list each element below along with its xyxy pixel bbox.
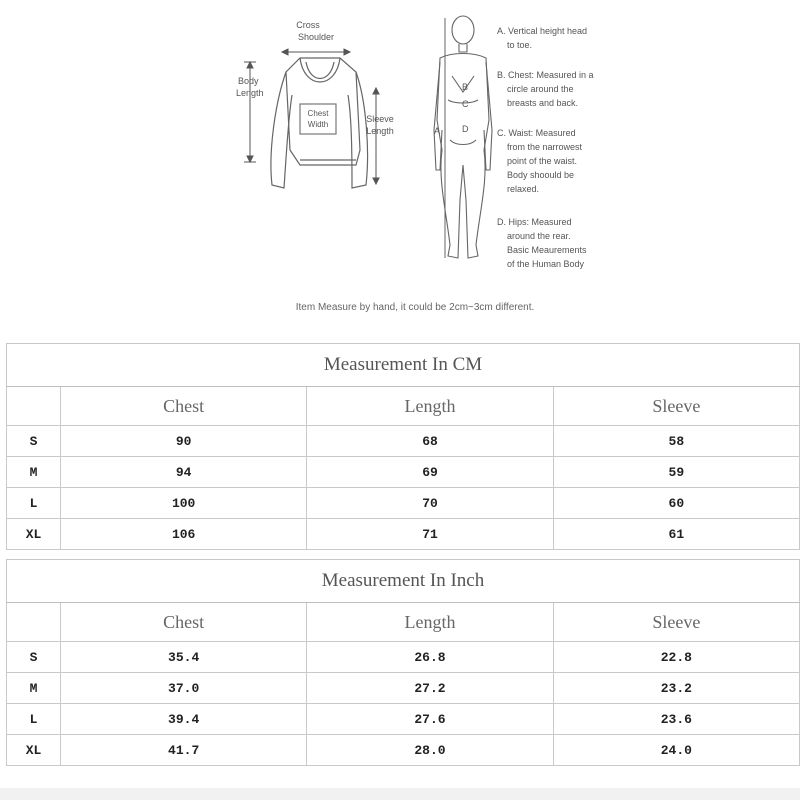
length-value: 27.6	[307, 704, 553, 735]
column-header: Sleeve	[553, 603, 799, 642]
table-title: Measurement In Inch	[7, 560, 800, 603]
table-row	[7, 519, 800, 550]
label-chest: Chest	[307, 109, 329, 118]
chest-value: 94	[61, 457, 307, 488]
legend-d-line1: D. Hips: Measured	[497, 217, 572, 227]
legend-d-line2: around the rear.	[507, 231, 571, 241]
table-row	[7, 488, 800, 519]
length-value: 68	[307, 426, 553, 457]
size-label: XL	[7, 519, 61, 550]
table-title: Measurement In CM	[7, 344, 800, 387]
chest-value: 39.4	[61, 704, 307, 735]
legend-c-line1: C. Waist: Measured	[497, 128, 576, 138]
label-width: Width	[307, 120, 329, 129]
bottom-divider	[0, 788, 800, 800]
size-table-cm	[6, 343, 800, 550]
table-row	[7, 735, 800, 766]
size-label: L	[7, 704, 61, 735]
table-row	[7, 642, 800, 673]
label-sleeve: Sleeve	[366, 114, 394, 124]
label-shoulder: Shoulder	[297, 32, 335, 42]
marker-d: D	[462, 124, 469, 134]
label-sleeve-length: Length	[366, 126, 394, 136]
length-value: 27.2	[307, 673, 553, 704]
body-legend	[497, 26, 594, 269]
marker-b: B	[462, 82, 469, 92]
sleeve-value: 58	[553, 426, 799, 457]
table-row	[7, 673, 800, 704]
column-header: Chest	[61, 387, 307, 426]
marker-a: A	[434, 126, 441, 136]
legend-c-line2: from the narrowest	[507, 142, 583, 152]
length-value: 26.8	[307, 642, 553, 673]
length-value: 71	[307, 519, 553, 550]
length-value: 28.0	[307, 735, 553, 766]
legend-c-line3: point of the waist.	[507, 156, 578, 166]
sleeve-value: 23.2	[553, 673, 799, 704]
corner-cell	[7, 603, 61, 642]
legend-c-line4: Body shoould be	[507, 170, 575, 180]
length-value: 70	[307, 488, 553, 519]
chest-value: 41.7	[61, 735, 307, 766]
sleeve-value: 61	[553, 519, 799, 550]
column-header: Length	[307, 387, 553, 426]
corner-cell	[7, 387, 61, 426]
legend-a-line2: to toe.	[507, 40, 533, 50]
sleeve-value: 59	[553, 457, 799, 488]
chest-value: 37.0	[61, 673, 307, 704]
size-label: S	[7, 426, 61, 457]
size-label: XL	[7, 735, 61, 766]
column-header: Chest	[61, 603, 307, 642]
label-body: Body	[238, 76, 259, 86]
column-header: Length	[307, 603, 553, 642]
length-value: 69	[307, 457, 553, 488]
measurement-diagram	[0, 0, 800, 330]
chest-value: 106	[61, 519, 307, 550]
column-header: Sleeve	[553, 387, 799, 426]
label-cross: Cross	[296, 20, 320, 30]
legend-b-line2: circle around the	[507, 84, 574, 94]
size-label: S	[7, 642, 61, 673]
table-row	[7, 457, 800, 488]
table-row	[7, 426, 800, 457]
size-label: L	[7, 488, 61, 519]
sleeve-value: 24.0	[553, 735, 799, 766]
legend-c-line5: relaxed.	[507, 184, 540, 194]
sleeve-value: 23.6	[553, 704, 799, 735]
legend-a-line1: A. Vertical height head	[497, 26, 588, 36]
size-label: M	[7, 457, 61, 488]
sleeve-value: 60	[553, 488, 799, 519]
marker-c: C	[462, 99, 469, 109]
legend-b-line3: breasts and back.	[507, 98, 579, 108]
size-table-inch	[6, 559, 800, 766]
legend-b-line1: B. Chest: Measured in a	[497, 70, 594, 80]
label-body-length: Length	[236, 88, 264, 98]
body-figure	[434, 16, 492, 258]
size-label: M	[7, 673, 61, 704]
legend-d-line3: Basic Meaurements	[507, 245, 587, 255]
table-row	[7, 704, 800, 735]
chest-value: 100	[61, 488, 307, 519]
measure-note: Item Measure by hand, it could be 2cm~3cm different.	[295, 302, 535, 313]
chest-value: 90	[61, 426, 307, 457]
sleeve-value: 22.8	[553, 642, 799, 673]
chest-value: 35.4	[61, 642, 307, 673]
legend-d-line4: of the Human Body	[507, 259, 585, 269]
